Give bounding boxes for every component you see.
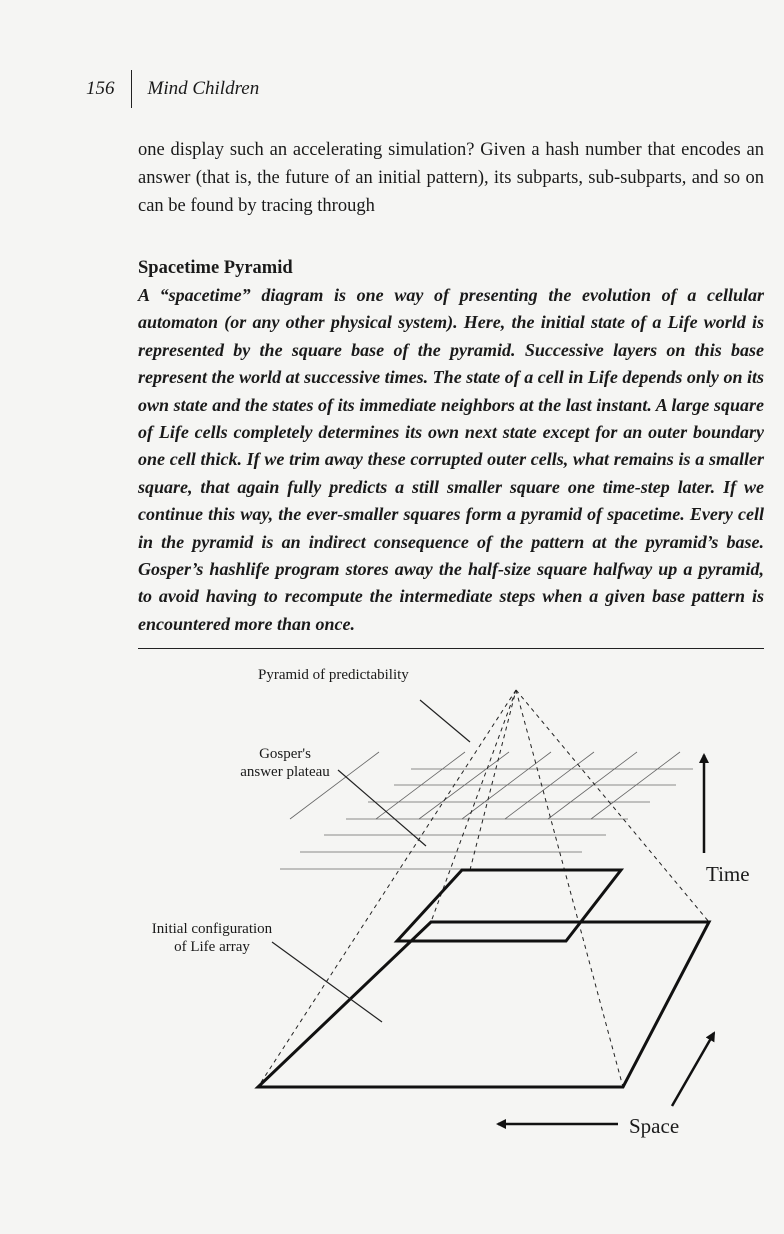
body-paragraph: one display such an accelerating simulation? Given a hash number that encodes an answer (that is, the future of an initial pattern), its subparts, sub-subparts, and so on can be found by tracing through: [138, 140, 764, 216]
initial-array: [258, 922, 709, 1087]
depth-arrow: [672, 1033, 714, 1106]
initial-config-label: [132, 920, 292, 956]
spacetime-pyramid-figure: [0, 650, 784, 1234]
page-number: 156: [86, 78, 115, 99]
initial-label-line2: of Life array: [174, 939, 250, 955]
time-axis-label: Time: [706, 862, 750, 886]
initial-label-line1: Initial configuration: [151, 921, 273, 937]
caption-title: Spacetime Pyramid: [138, 258, 293, 278]
space-axis-label: Space: [629, 1114, 680, 1138]
answer-plateau: [397, 870, 621, 941]
plateau-label-line2: answer plateau: [240, 764, 330, 780]
pyramid-diagram: [0, 650, 784, 1234]
header-divider: [131, 70, 132, 108]
pyramid-label: Pyramid of predictability: [258, 667, 409, 683]
running-head: [86, 74, 259, 104]
figure-caption: [138, 254, 764, 638]
book-title: Mind Children: [147, 78, 260, 99]
plateau-label: [215, 745, 355, 781]
caption-text: A “spacetime” diagram is one way of presenting the evolution of a cellular automaton (or any other physical system). Here, the initial state of a Life world is represented by the square base of the pyramid. Successive layers on this base represent the world at successive times. The state of a cell in Life depends only on its own state and the states of its immediate neighbors at the last instant. A large square of Life cells completely determines its own next state except for an outer boundary one cell thick. If we trim away these corrupted outer cells, what remains is a smaller square, that again fully predicts a still smaller square one time-step later. If we continue this way, the ever-smaller squares form a pyramid of spacetime. Every cell in the pyramid is an indirect consequence of the pattern at the pyramid’s base. Gosper’s hashlife program stores away the half-size square halfway up a pyramid, to avoid having to recompute the intermediate steps when a given base pattern is encountered more than once.: [138, 285, 764, 634]
plateau-label-line1: Gosper's: [259, 746, 311, 762]
caption-rule: [138, 648, 764, 649]
